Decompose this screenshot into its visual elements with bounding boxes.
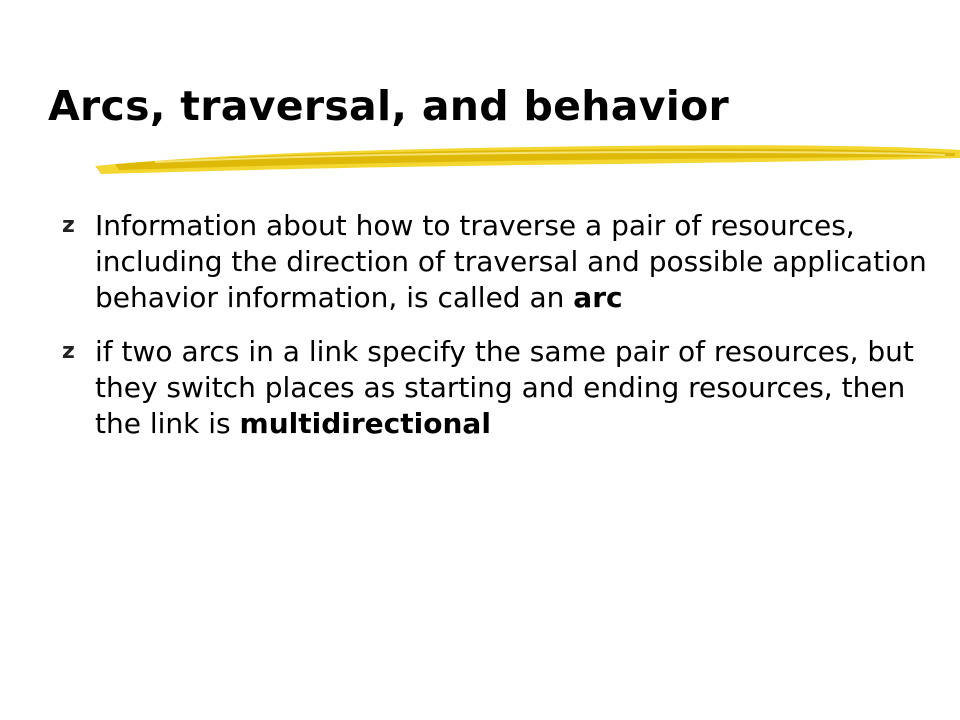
- bullet-marker: z: [62, 213, 75, 238]
- title-underline-brushstroke: [95, 140, 960, 180]
- bullet-item: [60, 208, 940, 316]
- bullet-text: Information about how to traverse a pair of resources, including the direction of traversal and possible application behavior information, is called an: [95, 209, 927, 314]
- bullet-list: [60, 208, 940, 460]
- bullet-marker: z: [62, 339, 75, 364]
- slide-title: Arcs, traversal, and behavior: [48, 82, 730, 130]
- bullet-text: if two arcs in a link specify the same pair of resources, but they switch places as starting and ending resources, then the link is: [95, 335, 914, 440]
- bullet-emphasis: multidirectional: [239, 407, 491, 440]
- bullet-emphasis: arc: [573, 281, 623, 314]
- bullet-item: [60, 334, 940, 442]
